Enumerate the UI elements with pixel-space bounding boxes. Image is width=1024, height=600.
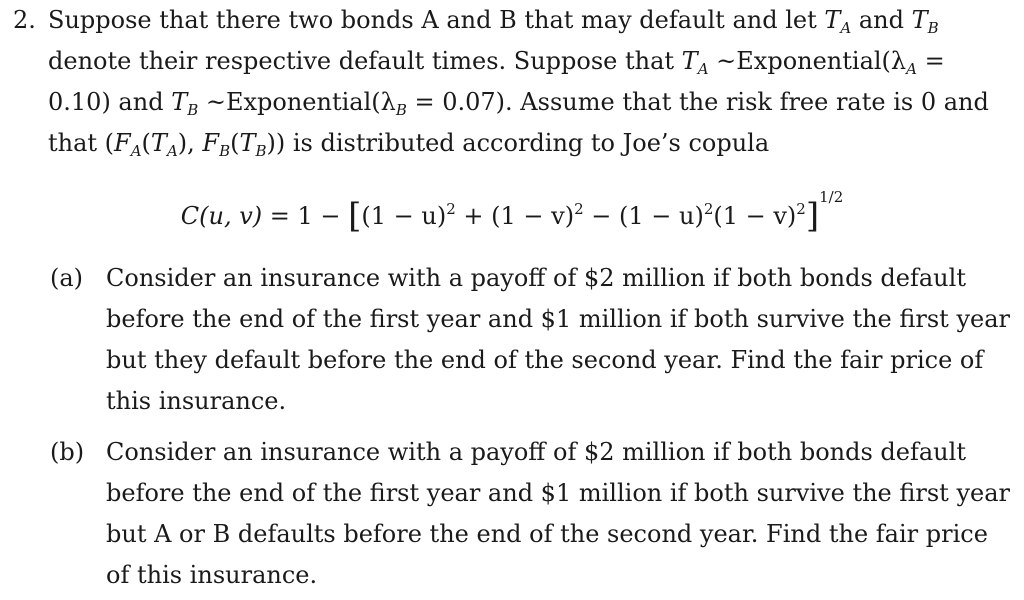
- exponent: 2: [574, 200, 584, 218]
- problem-text-line-2: [48, 45, 945, 85]
- op: +: [455, 202, 492, 230]
- term-3: (1 − u): [619, 202, 704, 230]
- subscript: B: [395, 101, 407, 119]
- text: ~Exponential(: [708, 47, 891, 75]
- lambda-symbol: λ: [890, 47, 907, 75]
- open-bracket: [: [348, 196, 362, 236]
- subscript: B: [187, 101, 199, 119]
- subscript: A: [166, 142, 178, 160]
- term-1: (1 − u): [361, 202, 447, 230]
- text: ~Exponential(: [198, 88, 381, 116]
- formula-args: (u, v): [199, 202, 263, 230]
- exponent: 2: [446, 200, 456, 218]
- text: 0.10) and: [48, 88, 172, 116]
- problem-number: 2.: [13, 6, 36, 34]
- text: and: [851, 6, 912, 34]
- lambda-symbol: λ: [380, 88, 396, 116]
- text: denote their respective default times. Suppose that: [48, 47, 682, 75]
- subscript: B: [255, 142, 267, 160]
- subscript: B: [927, 19, 939, 37]
- text: ),: [177, 129, 203, 157]
- var-t: T: [824, 6, 841, 34]
- subscript: A: [130, 142, 142, 160]
- var-t: T: [150, 129, 167, 157]
- subscript: A: [697, 60, 709, 78]
- part-a-line-1: Consider an insurance with a payoff of $2 million if both bonds default: [106, 264, 966, 292]
- part-b-line-3: but A or B defaults before the end of the second year. Find the fair price: [106, 520, 988, 548]
- var-f: F: [114, 129, 131, 157]
- problem-text-line-1: [48, 4, 939, 44]
- var-t: T: [239, 129, 256, 157]
- text: = 0.07). Assume that the risk free rate is 0 and: [406, 88, 989, 116]
- formula-c: C: [180, 202, 200, 230]
- part-b-line-1: Consider an insurance with a payoff of $2 million if both bonds default: [106, 438, 966, 466]
- var-t: T: [171, 88, 188, 116]
- problem-text-line-3: [48, 86, 989, 126]
- text: (: [141, 129, 151, 157]
- part-a-line-3: but they default before the end of the second year. Find the fair price of: [106, 346, 984, 374]
- term-4: (1 − v): [713, 202, 797, 230]
- close-bracket: ]: [805, 196, 820, 236]
- problem-text-line-4: [48, 127, 769, 167]
- var-t: T: [681, 47, 698, 75]
- term-2: (1 − v): [491, 202, 575, 230]
- text: that (: [48, 129, 115, 157]
- var-t: T: [911, 6, 928, 34]
- part-b-label: (b): [50, 438, 85, 466]
- var-f: F: [202, 129, 220, 157]
- part-b-line-2: before the end of the first year and $1 million if both survive the first year: [106, 479, 1010, 507]
- formula-body: [181, 172, 844, 241]
- subscript: B: [219, 142, 231, 160]
- text: (: [230, 129, 240, 157]
- part-a-label: (a): [50, 264, 84, 292]
- exponent: 2: [796, 200, 806, 218]
- subscript: A: [906, 60, 917, 78]
- part-b-line-4: of this insurance.: [106, 561, 318, 589]
- formula-eq: = 1 −: [262, 202, 349, 230]
- part-a-line-2: before the end of the first year and $1 million if both survive the first year: [106, 305, 1010, 333]
- text: =: [916, 47, 945, 75]
- text: Suppose that there two bonds A and B that may default and let: [48, 6, 825, 34]
- exponent: 2: [703, 200, 714, 218]
- part-a-line-4: this insurance.: [106, 387, 287, 415]
- subscript: A: [840, 19, 852, 37]
- op: −: [583, 202, 619, 230]
- text: )) is distributed according to Joe’s copula: [266, 129, 770, 157]
- outer-exponent: 1/2: [819, 188, 844, 206]
- joe-copula-formula: [0, 172, 1024, 236]
